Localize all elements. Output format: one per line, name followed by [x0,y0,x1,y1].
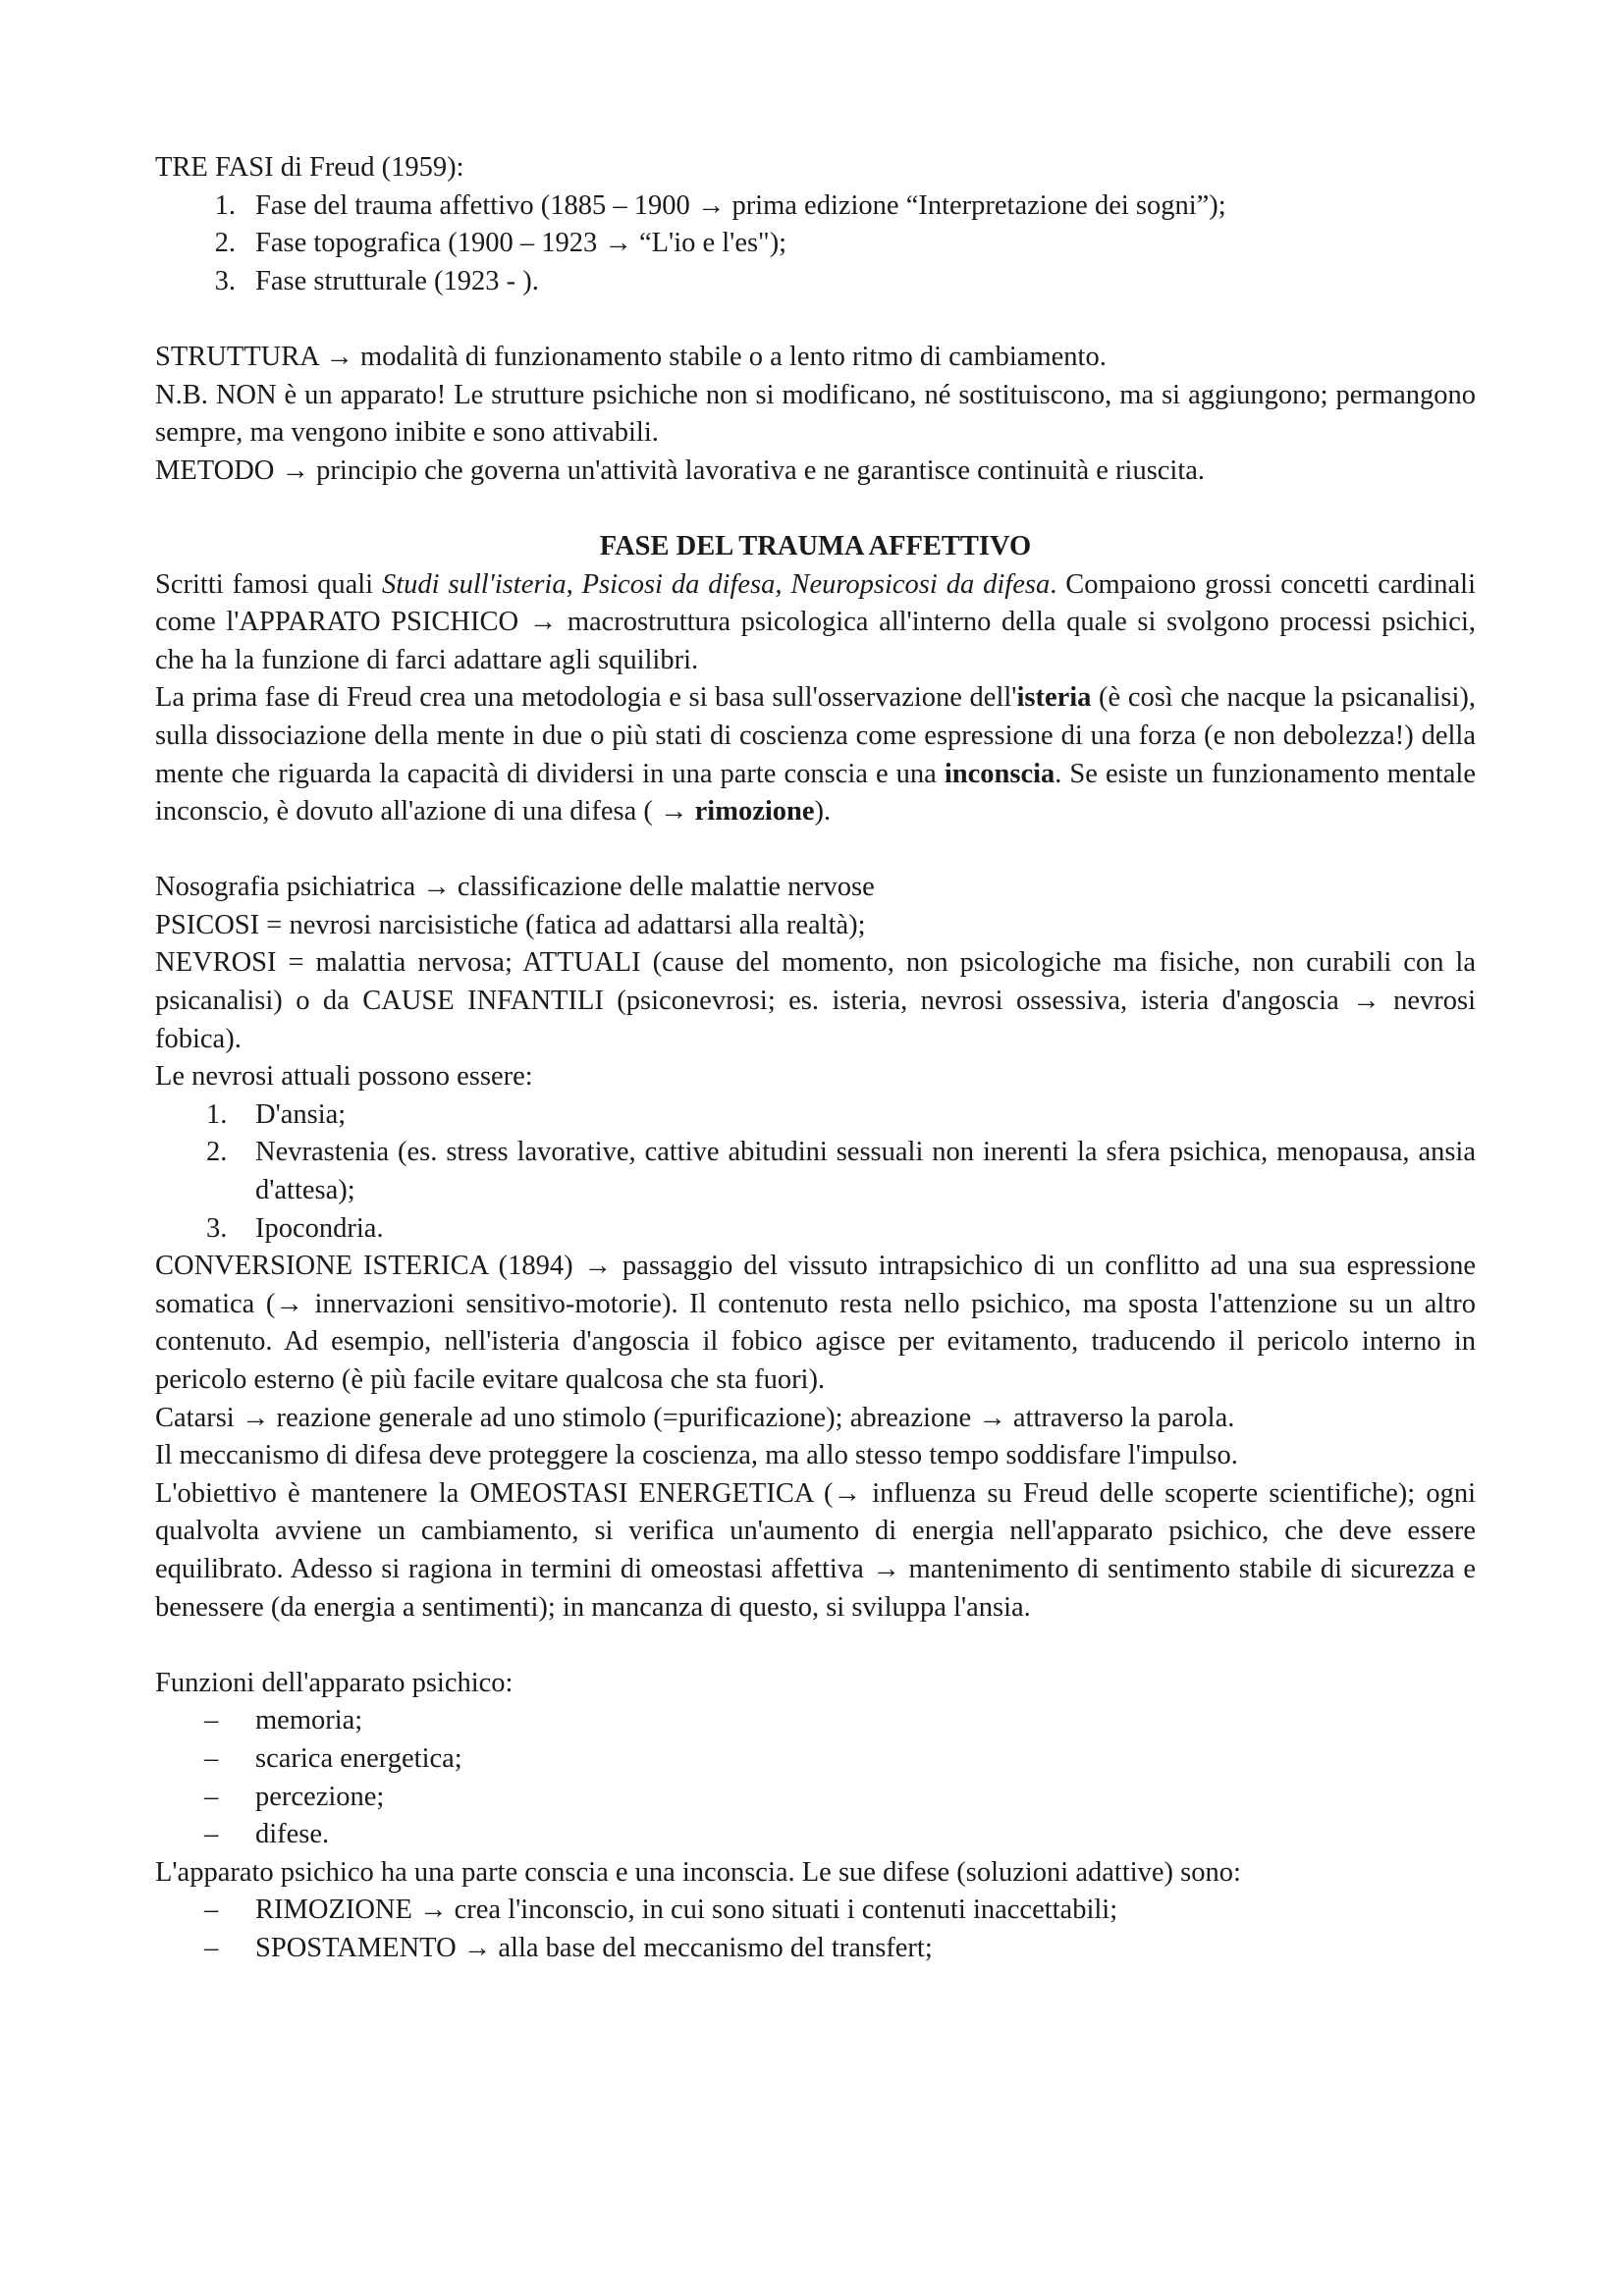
difese-list [155,1892,1476,1967]
conversione-paragraph: CONVERSIONE ISTERICA (1894) → passaggio del vissuto intrapsichico di un conflitto ad una sua espressione somatica (→ innervazioni sensitivo-motorie). Il contenuto resta nello psichico, ma sposta l'attenzione su un altro contenuto. Ad esempio, nell'isteria d'angoscia il fobico agisce per evitamento, traducendo il pericolo interno in pericolo esterno (è più facile evitare qualcosa che sta fuori). [155,1251,1476,1395]
list-item: 2. Nevrastenia (es. stress lavorative, cattive abitudini sessuali non inerenti la sfera psichica, menopausa, ansia d'attesa); [206,1137,1476,1206]
list-item: 3. Fase strutturale (1923 - ). [214,265,539,296]
struttura-definition: STRUTTURA → modalità di funzionamento stabile o a lento ritmo di cambiamento. [155,341,1107,372]
list-item: – percezione; [204,1781,385,1812]
nevrosi-paragraph: NEVROSI = malattia nervosa; ATTUALI (cause del momento, non psicologiche ma fisiche, non curabili con la psicanalisi) o da CAUSE INFANTILI (psiconevrosi; es. isteria, nevrosi ossessiva, isteria d'angoscia → nevrosi fobica). [155,947,1476,1054]
scritti-paragraph: Scritti famosi quali Studi sull'isteria, Psicosi da difesa, Neuropsicosi da difesa. Compaiono grossi concetti cardinali come l'APPARATO PSICHICO → macrostruttura psicologica all'interno della quale si svolgono processi psichici, che ha la funzione di farci adattare agli squilibri. [155,568,1477,675]
fasi-title: TRE FASI di Freud (1959): [155,152,464,183]
section-title: FASE DEL TRAUMA AFFETTIVO [599,530,1032,561]
list-item: – RIMOZIONE → crea l'inconscio, in cui sono situati i contenuti inaccettabili; [204,1895,1118,1926]
omeostasi-paragraph: L'obiettivo è mantenere la OMEOSTASI ENERGETICA (→ influenza su Freud delle scoperte scientifiche); ogni qualvolta avviene un cambiamento, si verifica un'aumento di energia nell'apparato psichico, che deve essere equilibrato. Adesso si ragiona in termini di omeostasi affettiva → mantenimento di sentimento stabile di sicurezza e benessere (da energia a sentimenti); in mancanza di questo, si sviluppa l'ansia. [155,1477,1476,1623]
fasi-list [155,187,1476,301]
attuali-intro: Le nevrosi attuali possono essere: [155,1061,533,1093]
list-item: – memoria; [204,1705,363,1736]
list-item: 1. Fase del trauma affettivo (1885 – 1900 → prima edizione “Interpretazione dei sogni”); [214,189,1226,221]
list-item: – difese. [204,1819,330,1850]
list-item: 1. D'ansia; [206,1098,347,1130]
prima-fase-paragraph: La prima fase di Freud crea una metodologia e si basa sull'osservazione dell'isteria (è così che nacque la psicanalisi), sulla dissociazione della mente in due o più stati di coscienza come espressione di una forza (e non debolezza!) della mente che riguarda la capacità di dividersi in una parte conscia e una inconscia. Se esiste un funzionamento mentale inconscio, è dovuto all'azione di una difesa ( → rimozione). [155,682,1476,828]
catarsi-line: Catarsi → reazione generale ad uno stimolo (=purificazione); abreazione → attraverso la parola. [155,1402,1235,1433]
works-titles: Studi sull'isteria, Psicosi da difesa, Neuropsicosi da difesa [381,568,1051,600]
funzioni-intro: Funzioni dell'apparato psichico: [155,1667,514,1698]
attuali-list [155,1096,1476,1248]
nb-note: N.B. NON è un apparato! Le strutture psichiche non si modificano, né sostituiscono, ma si aggiungono; permangono sempre, ma vengono inibite e sono attivabili. [155,379,1476,449]
list-item: 2. Fase topografica (1900 – 1923 → “L'io e l'es"); [214,228,787,259]
nosografia-line: Nosografia psichiatrica → classificazione delle malattie nervose [155,872,875,903]
list-item: – scarica energetica; [204,1742,462,1774]
document-page [155,149,1476,1968]
difese-intro: L'apparato psichico ha una parte conscia e una inconscia. Le sue difese (soluzioni adattive) sono: [155,1856,1241,1888]
meccanismo-line: Il meccanismo di difesa deve proteggere la coscienza, ma allo stesso tempo soddisfare l'impulso. [155,1440,1238,1471]
psicosi-line: PSICOSI = nevrosi narcisistiche (fatica ad adattarsi alla realtà); [155,909,866,940]
list-item: – SPOSTAMENTO → alla base del meccanismo del transfert; [204,1932,933,1963]
metodo-definition: METODO → principio che governa un'attività lavorativa e ne garantisce continuità e riuscita. [155,454,1206,486]
list-item: 3. Ipocondria. [206,1212,384,1244]
funzioni-list [155,1702,1476,1853]
